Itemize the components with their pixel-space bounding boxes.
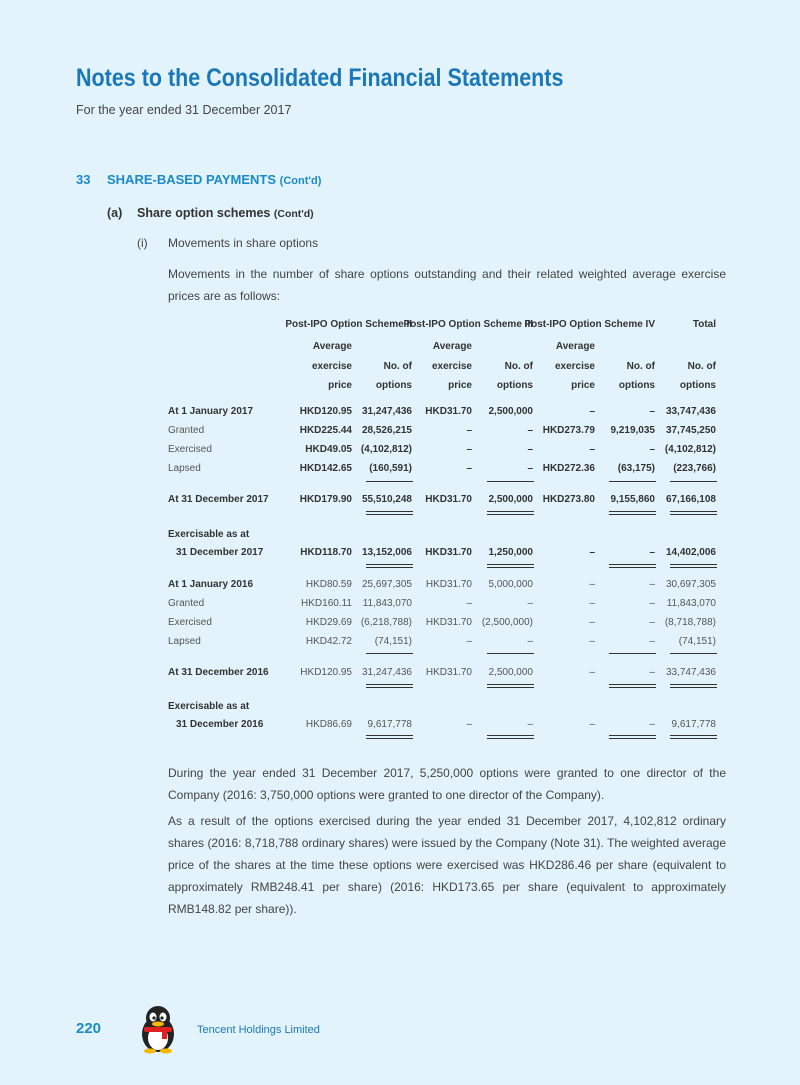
table-cell: HKD31.70 bbox=[425, 617, 472, 628]
table-cell: – bbox=[527, 463, 533, 474]
table-cell: HKD120.95 bbox=[300, 667, 352, 678]
column-header: No. of bbox=[504, 361, 533, 372]
table-cell: – bbox=[649, 636, 655, 647]
row-label: At 1 January 2016 bbox=[168, 579, 254, 590]
table-cell: (223,766) bbox=[673, 463, 716, 474]
table-cell: 1,250,000 bbox=[488, 547, 533, 558]
total-double-rule bbox=[487, 684, 534, 688]
table-cell: (4,102,812) bbox=[360, 444, 412, 455]
table-cell: – bbox=[466, 425, 472, 436]
row-label: 31 December 2017 bbox=[176, 547, 264, 558]
subtotal-rule bbox=[366, 653, 413, 654]
table-cell: 33,747,436 bbox=[665, 406, 716, 417]
intro-paragraph: Movements in the number of share options outstanding and their related weighted average exercise prices are as follows: bbox=[168, 267, 726, 303]
total-double-rule bbox=[487, 735, 534, 739]
table-cell: 5,000,000 bbox=[488, 579, 533, 590]
total-double-rule bbox=[487, 564, 534, 568]
column-header: options bbox=[496, 380, 533, 391]
table-cell: – bbox=[527, 425, 533, 436]
column-header: No. of bbox=[383, 361, 412, 372]
table-cell: 25,697,305 bbox=[361, 579, 412, 590]
table-cell: 31,247,436 bbox=[361, 406, 412, 417]
table-cell: (74,151) bbox=[374, 636, 412, 647]
table-cell: – bbox=[527, 598, 533, 609]
table-cell: (8,718,788) bbox=[664, 617, 716, 628]
table-cell: (4,102,812) bbox=[664, 444, 716, 455]
table-cell: – bbox=[466, 444, 472, 455]
table-cell: 30,697,305 bbox=[665, 579, 716, 590]
total-double-rule bbox=[609, 684, 656, 688]
table-cell: – bbox=[466, 598, 472, 609]
table-cell: – bbox=[527, 719, 533, 730]
column-header: exercise bbox=[554, 361, 595, 372]
column-header: Average bbox=[432, 341, 472, 352]
subtotal-rule bbox=[366, 481, 413, 482]
table-cell: – bbox=[649, 444, 655, 455]
table-cell: – bbox=[466, 463, 472, 474]
table-cell: 31,247,436 bbox=[361, 667, 412, 678]
table-cell: (2,500,000) bbox=[481, 617, 533, 628]
table-cell: – bbox=[466, 636, 472, 647]
table-cell: – bbox=[527, 444, 533, 455]
page-title: Notes to the Consolidated Financial Statements bbox=[76, 64, 564, 92]
penguin-icon bbox=[138, 1004, 178, 1059]
subtotal-rule bbox=[487, 653, 534, 654]
table-cell: – bbox=[589, 667, 595, 678]
total-double-rule bbox=[366, 684, 413, 688]
section-title bbox=[107, 172, 321, 187]
table-cell: HKD272.36 bbox=[542, 463, 595, 474]
row-label: Lapsed bbox=[168, 463, 201, 474]
column-header: options bbox=[679, 380, 716, 391]
total-double-rule bbox=[670, 684, 717, 688]
column-header: options bbox=[618, 380, 655, 391]
table-cell: HKD31.70 bbox=[425, 667, 472, 678]
table-cell: 37,745,250 bbox=[665, 425, 716, 436]
column-group-header: Post-IPO Option Scheme II bbox=[285, 319, 412, 330]
total-double-rule bbox=[487, 511, 534, 515]
column-header: Average bbox=[312, 341, 352, 352]
table-cell: 33,747,436 bbox=[665, 667, 716, 678]
company-name: Tencent Holdings Limited bbox=[197, 1024, 320, 1036]
table-cell: HKD31.70 bbox=[425, 579, 472, 590]
total-double-rule bbox=[670, 735, 717, 739]
total-double-rule bbox=[670, 511, 717, 515]
subsection-a-number: (a) bbox=[107, 206, 123, 220]
column-group-header: Post-IPO Option Scheme IV bbox=[524, 319, 655, 330]
column-header: price bbox=[571, 380, 595, 391]
total-double-rule bbox=[609, 564, 656, 568]
table-cell: 13,152,006 bbox=[361, 547, 412, 558]
table-cell: 11,843,070 bbox=[362, 598, 412, 609]
table-cell: – bbox=[589, 444, 595, 455]
table-cell: – bbox=[649, 598, 655, 609]
table-cell: – bbox=[649, 719, 655, 730]
table-cell: 2,500,000 bbox=[488, 667, 533, 678]
table-cell: 55,510,248 bbox=[361, 494, 412, 505]
table-cell: HKD80.59 bbox=[305, 579, 352, 590]
column-group-header: Total bbox=[692, 319, 716, 330]
table-cell: – bbox=[589, 579, 595, 590]
table-cell: HKD86.69 bbox=[305, 719, 352, 730]
row-label: Granted bbox=[168, 425, 205, 436]
table-cell: 9,617,778 bbox=[671, 719, 716, 730]
page-number: 220 bbox=[76, 1020, 102, 1037]
table-cell: HKD31.70 bbox=[425, 494, 472, 505]
subtotal-rule bbox=[670, 653, 717, 654]
table-cell: HKD118.70 bbox=[300, 547, 352, 558]
table-cell: HKD142.65 bbox=[299, 463, 352, 474]
table-cell: – bbox=[649, 406, 655, 417]
column-group-header: Post-IPO Option Scheme III bbox=[403, 319, 533, 330]
table-cell: – bbox=[649, 547, 655, 558]
row-label: 31 December 2016 bbox=[176, 719, 264, 730]
table-cell: HKD273.79 bbox=[542, 425, 595, 436]
table-cell: – bbox=[649, 667, 655, 678]
row-label: At 1 January 2017 bbox=[168, 406, 254, 417]
subtotal-rule bbox=[487, 481, 534, 482]
total-double-rule bbox=[609, 511, 656, 515]
table-cell: HKD31.70 bbox=[425, 406, 472, 417]
table-cell: – bbox=[589, 617, 595, 628]
table-cell: – bbox=[649, 579, 655, 590]
table-cell: – bbox=[589, 406, 595, 417]
section-number: 33 bbox=[76, 172, 91, 187]
table-cell: 2,500,000 bbox=[488, 494, 533, 505]
table-cell: – bbox=[466, 719, 472, 730]
paragraph-grants: During the year ended 31 December 2017, 5,250,000 options were granted to one director of the Company (2016: 3,750,000 options were granted to one director of the Company). bbox=[168, 766, 726, 802]
total-double-rule bbox=[670, 564, 717, 568]
subtotal-rule bbox=[670, 481, 717, 482]
column-header: No. of bbox=[626, 361, 655, 372]
subtotal-rule bbox=[609, 481, 656, 482]
table-cell: – bbox=[649, 617, 655, 628]
section-title-text: SHARE-BASED PAYMENTS bbox=[107, 172, 277, 187]
row-label: Granted bbox=[168, 598, 205, 609]
table-cell: 14,402,006 bbox=[665, 547, 716, 558]
subsection-a-cont: (Cont'd) bbox=[273, 208, 314, 220]
table-cell: 9,219,035 bbox=[610, 425, 655, 436]
total-double-rule bbox=[366, 735, 413, 739]
table-cell: HKD160.11 bbox=[301, 598, 352, 609]
row-label: At 31 December 2017 bbox=[168, 494, 269, 505]
table-cell: HKD49.05 bbox=[305, 444, 352, 455]
row-label: Exercisable as at bbox=[168, 701, 250, 712]
subtotal-rule bbox=[609, 653, 656, 654]
column-header: exercise bbox=[431, 361, 472, 372]
subsection-i-title: Movements in share options bbox=[168, 236, 319, 250]
column-header: price bbox=[448, 380, 472, 391]
row-label: Exercised bbox=[168, 617, 212, 628]
table-cell: 9,617,778 bbox=[367, 719, 412, 730]
subsection-a-title-text: Share option schemes bbox=[137, 206, 271, 220]
table-cell: HKD225.44 bbox=[299, 425, 352, 436]
table-cell: – bbox=[589, 636, 595, 647]
row-label: Exercisable as at bbox=[168, 529, 250, 540]
column-header: price bbox=[328, 380, 352, 391]
table-cell: – bbox=[589, 719, 595, 730]
row-label: At 31 December 2016 bbox=[168, 667, 269, 678]
table-cell: 2,500,000 bbox=[488, 406, 533, 417]
subsection-a-title bbox=[137, 206, 314, 220]
table-cell: HKD273.80 bbox=[542, 494, 595, 505]
total-double-rule bbox=[366, 511, 413, 515]
table-cell: 67,166,108 bbox=[665, 494, 716, 505]
column-header: No. of bbox=[687, 361, 716, 372]
table-cell: (74,151) bbox=[678, 636, 716, 647]
table-cell: 9,155,860 bbox=[610, 494, 655, 505]
subsection-i-number: (i) bbox=[137, 236, 148, 250]
table-cell: – bbox=[527, 636, 533, 647]
row-label: Exercised bbox=[168, 444, 212, 455]
total-double-rule bbox=[366, 564, 413, 568]
page-subtitle: For the year ended 31 December 2017 bbox=[76, 103, 292, 117]
column-header: Average bbox=[555, 341, 595, 352]
table-cell: 28,526,215 bbox=[361, 425, 412, 436]
section-cont: (Cont'd) bbox=[279, 175, 322, 187]
table-cell: – bbox=[589, 547, 595, 558]
paragraph-exercised: As a result of the options exercised during the year ended 31 December 2017, 4,102,812 ordinary shares (2016: 8,718,788 ordinary shares) were issued by the Company (Note 31). The weighted average price of the shares at the time these options were exercised was HKD286.46 per share (equivalent to approximately RMB248.41 per share) (2016: HKD173.65 per share (equivalent to approximately RMB148.82 per share)). bbox=[168, 814, 726, 916]
table-cell: HKD42.72 bbox=[305, 636, 352, 647]
table-cell: (160,591) bbox=[369, 463, 412, 474]
table-cell: 11,843,070 bbox=[666, 598, 716, 609]
table-cell: HKD179.90 bbox=[299, 494, 352, 505]
column-header: options bbox=[375, 380, 412, 391]
row-label: Lapsed bbox=[168, 636, 201, 647]
table-cell: HKD120.95 bbox=[299, 406, 352, 417]
table-cell: HKD29.69 bbox=[305, 617, 352, 628]
table-cell: – bbox=[589, 598, 595, 609]
total-double-rule bbox=[609, 735, 656, 739]
table-cell: (6,218,788) bbox=[360, 617, 412, 628]
table-cell: (63,175) bbox=[617, 463, 655, 474]
column-header: exercise bbox=[311, 361, 352, 372]
table-cell: HKD31.70 bbox=[425, 547, 472, 558]
